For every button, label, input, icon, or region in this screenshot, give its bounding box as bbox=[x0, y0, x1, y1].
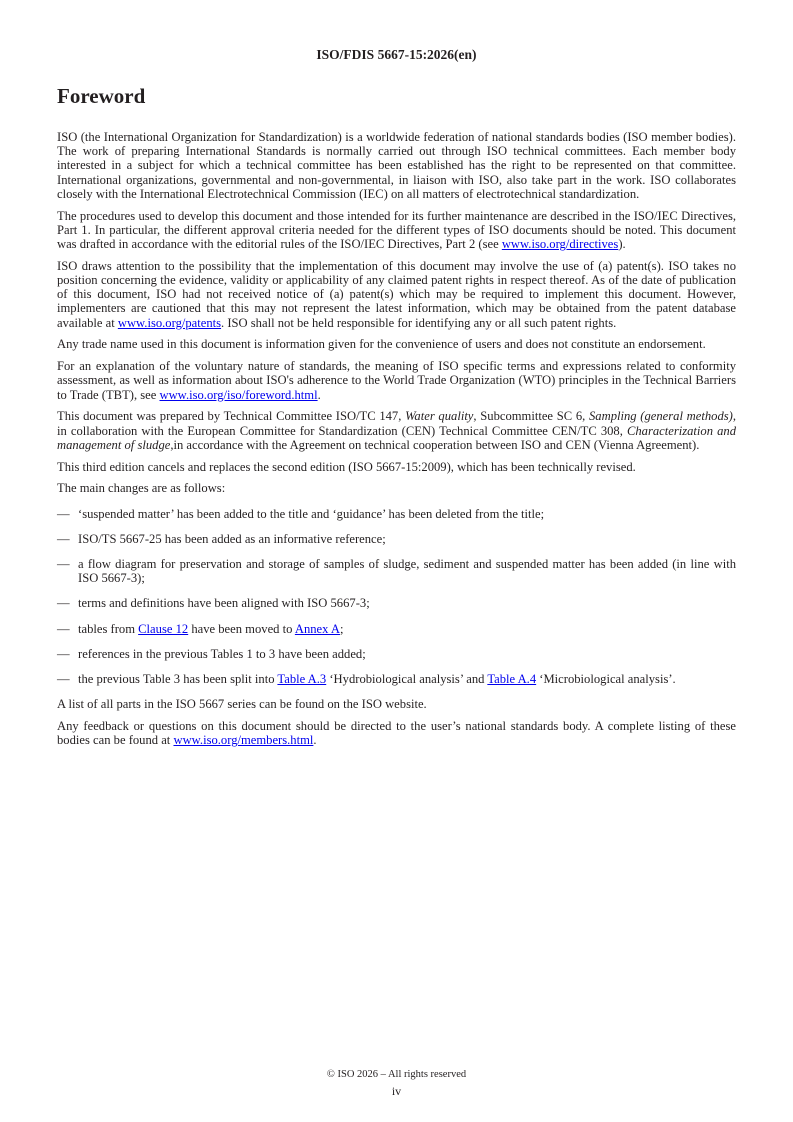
list-item-text: have been moved to bbox=[188, 621, 295, 636]
list-item-text: ; bbox=[339, 621, 344, 636]
paragraph-text: , Subcommittee SC 6, bbox=[473, 409, 589, 424]
list-item-text: ‘Microbiological analysis’. bbox=[536, 672, 676, 687]
link-clause-12[interactable]: Clause 12 bbox=[138, 621, 189, 636]
page-footer bbox=[0, 1067, 793, 1099]
list-item bbox=[57, 557, 736, 585]
paragraph-text: For an explanation of the voluntary nature of standards, the meaning of ISO specific terms and expressions related to conformity assessment, as well as information about ISO's adherence to the World Trade Organization (WTO) principles in the Technical Barriers to Trade (TBT), see bbox=[57, 359, 736, 402]
paragraph-text: Any feedback or questions on this document should be directed to the user’s national standards body. A complete listing of these bodies can be found at bbox=[57, 719, 736, 748]
committee-title-sludge: Characterization and management of sludge bbox=[57, 423, 736, 452]
page-number: iv bbox=[391, 1084, 402, 1098]
list-item bbox=[57, 622, 736, 636]
paragraph-text: This document was prepared by Technical Committee ISO/TC 147, bbox=[57, 409, 406, 424]
paragraph-series-list: A list of all parts in the ISO 5667 series can be found on the ISO website. bbox=[57, 697, 427, 712]
list-item-text: ISO/TS 5667-25 has been added as an informative reference; bbox=[78, 531, 386, 546]
foreword-body bbox=[57, 130, 736, 755]
paragraph-edition: This third edition cancels and replaces the second edition (ISO 5667-15:2009), which has been technically revised. bbox=[57, 459, 636, 474]
section-title: Foreword bbox=[57, 84, 146, 108]
link-members[interactable]: www.iso.org/members.html bbox=[173, 733, 314, 748]
changes-list bbox=[57, 507, 736, 687]
dash-bullet: — bbox=[57, 621, 70, 636]
paragraph-text: . ISO shall not be held responsible for identifying any or all such patent rights. bbox=[221, 315, 617, 330]
dash-bullet: — bbox=[57, 531, 70, 546]
link-patents[interactable]: www.iso.org/patents bbox=[117, 315, 222, 330]
link-table-a3[interactable]: Table A.3 bbox=[277, 672, 327, 687]
paragraph-text: ). bbox=[618, 237, 626, 252]
list-item bbox=[57, 672, 736, 686]
paragraph-patents bbox=[57, 259, 736, 330]
list-item-text: terms and definitions have been aligned with ISO 5667-3; bbox=[78, 596, 370, 611]
list-item-text: references in the previous Tables 1 to 3 have been added; bbox=[78, 646, 366, 661]
dash-bullet: — bbox=[57, 672, 70, 687]
link-foreword[interactable]: www.iso.org/iso/foreword.html bbox=[159, 387, 318, 402]
paragraph-feedback bbox=[57, 719, 736, 747]
paragraph-text: . bbox=[313, 733, 317, 748]
committee-title-water-quality: Water quality bbox=[405, 409, 474, 424]
copyright-notice: © ISO 2026 – All rights reserved bbox=[326, 1069, 467, 1080]
list-item bbox=[57, 647, 736, 661]
dash-bullet: — bbox=[57, 596, 70, 611]
paragraph-text: ,in accordance with the Agreement on technical cooperation between ISO and CEN (Vienna Agreement). bbox=[170, 437, 700, 452]
paragraph-text: , in collaboration with the European Committee for Standardization (CEN) Technical Committee CEN/TC 308, bbox=[57, 409, 736, 438]
list-item-text: a flow diagram for preservation and storage of samples of sludge, sediment and suspended matter has been added (in line with ISO 5667-3); bbox=[78, 557, 736, 586]
paragraph-main-changes-intro: The main changes are as follows: bbox=[57, 481, 226, 496]
paragraph-text: ISO draws attention to the possibility that the implementation of this document may involve the use of (a) patent(s). ISO takes no position concerning the evidence, validity or applicability of any claimed patent rights in respect thereof. As of the date of publication of this document, ISO had not received notice of (a) patent(s) which may be required to implement this document. However, implementers are cautioned that this may not represent the latest information, which may be obtained from the patent database available at bbox=[57, 258, 736, 330]
list-item-text: the previous Table 3 has been split into bbox=[78, 672, 278, 687]
link-table-a4[interactable]: Table A.4 bbox=[487, 672, 537, 687]
dash-bullet: — bbox=[57, 506, 70, 521]
paragraph-text: . bbox=[317, 387, 321, 402]
paragraph-iso-intro: ISO (the International Organization for Standardization) is a worldwide federation of national standards bodies (ISO member bodies). The work of preparing International Standards is normally carried out through ISO technical committees. Each member body interested in a subject for which a technical committee has been established has the right to be represented on that committee. International organizations, governmental and non-governmental, in liaison with ISO, also take part in the work. ISO collaborates closely with the International Electrotechnical Commission (IEC) on all matters of electrotechnical standardization. bbox=[57, 130, 736, 201]
list-item-text: ‘suspended matter’ has been added to the title and ‘guidance’ has been deleted from the title; bbox=[78, 506, 545, 521]
list-item-text: ‘Hydrobiological analysis’ and bbox=[326, 672, 488, 687]
paragraph-trade-name: Any trade name used in this document is information given for the convenience of users and does not constitute an endorsement. bbox=[57, 337, 706, 352]
list-item bbox=[57, 507, 736, 521]
list-item bbox=[57, 596, 736, 610]
paragraph-voluntary-nature bbox=[57, 359, 736, 402]
document-header-id: ISO/FDIS 5667-15:2026(en) bbox=[316, 47, 477, 62]
list-item bbox=[57, 532, 736, 546]
subcommittee-title-sampling: Sampling (general methods) bbox=[589, 409, 733, 424]
dash-bullet: — bbox=[57, 646, 70, 661]
link-annex-a[interactable]: Annex A bbox=[294, 621, 340, 636]
paragraph-text: The procedures used to develop this document and those intended for its further maintenance are described in the ISO/IEC Directives, Part 1. In particular, the different approval criteria needed for the different types of ISO documents should be noted. This document was drafted in accordance with the editorial rules of the ISO/IEC Directives, Part 2 (see bbox=[57, 208, 736, 252]
paragraph-prepared-by bbox=[57, 409, 736, 452]
paragraph-procedures bbox=[57, 209, 736, 252]
list-item-text: tables from bbox=[78, 621, 139, 636]
dash-bullet: — bbox=[57, 557, 70, 572]
link-directives[interactable]: www.iso.org/directives bbox=[501, 237, 619, 252]
